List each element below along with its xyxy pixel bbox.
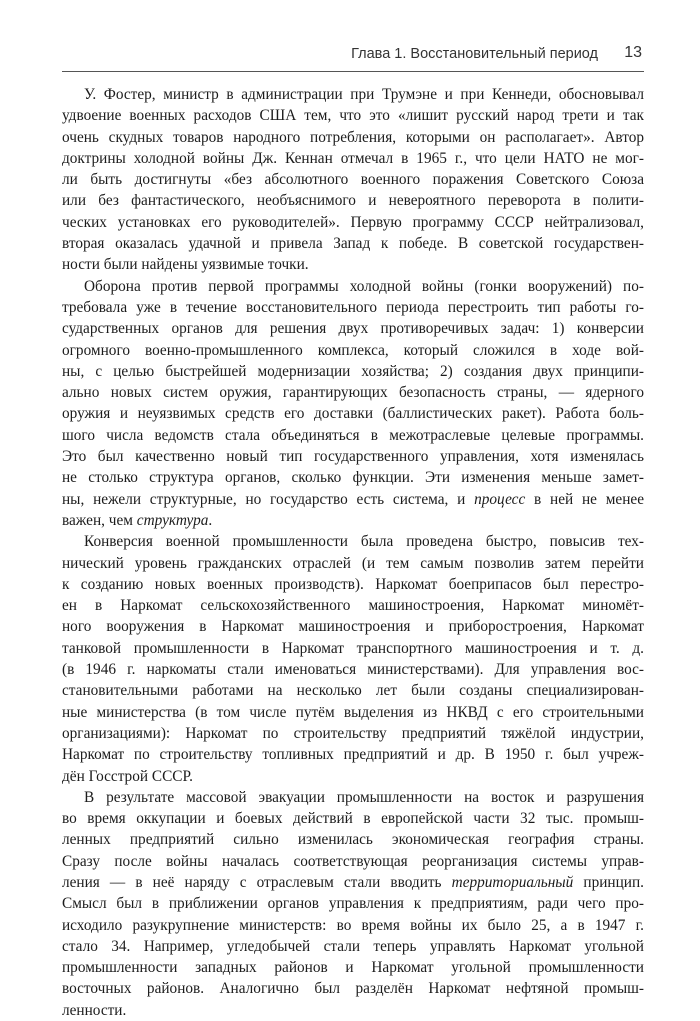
text-line: сударственных органов для решения двух противоречивых задач: 1) конверсии: [62, 320, 644, 338]
paragraph: [62, 531, 644, 787]
text-line: В результате массовой эвакуации промышленности на восток и разрушения: [84, 788, 644, 806]
text-line: огромного военно-промышленного комплекса, который сложился в ходе вой-: [62, 341, 644, 359]
page-number: 13: [624, 44, 642, 61]
text-line: стало 34. Например, угледобычей стали теперь управлять Наркомат угольной: [62, 937, 644, 955]
paragraph: [62, 787, 644, 1021]
text-line: нический уровень гражданских отраслей (и тем самым позволив затем перейти: [62, 554, 644, 572]
text-line: не столько структура органов, сколько функции. Эти изменения меньше замет-: [62, 469, 644, 487]
text-line: ления — в неё наряду с отраслевым стали вводить территориальный принцип.: [62, 873, 644, 891]
text-line: ленных предприятий сильно изменилась экономическая география страны.: [62, 831, 644, 849]
text-line: удвоение военных расходов США тем, что это «лишит русский народ трети и так: [62, 107, 644, 125]
text-line: во время оккупации и боевых действий в европейской части 32 тыс. промыш-: [62, 810, 644, 828]
paragraph: [62, 84, 644, 276]
text-line: ны, нежели структурные, но государство есть система, и процесс в ней не менее: [62, 490, 644, 508]
text-line: У. Фостер, министр в администрации при Трумэне и при Кеннеди, обосновывал: [84, 86, 644, 103]
text-line: ли быть достигнуты «без абсолютного военного поражения Советского Союза: [62, 171, 644, 189]
text-line: восточных районов. Аналогично был разделён Наркомат нефтяной промыш-: [62, 980, 644, 998]
text-line: шого числа ведомств стала объединяться в межотраслевые целевые программы.: [62, 426, 644, 444]
chapter-title: Глава 1. Восстановительный период: [351, 46, 598, 62]
text-line: промышленности западных районов и Наркомат угольной промышленности: [62, 959, 644, 977]
text-line: танковой промышленности в Наркомат транспортного машиностроения и т. д.: [62, 639, 644, 657]
text-line: ности были найдены уязвимые точки.: [62, 256, 309, 274]
text-line: ного вооружения в Наркомат машиностроения и приборостроения, Наркомат: [62, 618, 644, 636]
text-line: важен, чем структура.: [62, 511, 213, 529]
paragraph: [62, 276, 644, 532]
text-line: ально новых систем оружия, гарантирующих безопасность страны, — ядерного: [62, 384, 644, 402]
text-line: Сразу после войны началась соответствующая реорганизация системы управ-: [62, 852, 644, 870]
page-body: [62, 84, 644, 1021]
text-line: ные министерства (в том числе путём выделения из НКВД с его строительными: [62, 703, 644, 721]
text-line: Конверсия военной промышленности была проведена быстро, повысив тех-: [84, 533, 644, 551]
text-line: требовала уже в течение восстановительного периода перестроить тип работы го-: [62, 298, 644, 316]
text-line: исходило разукрупнение министерств: во время войны их было 25, а в 1947 г.: [62, 916, 644, 934]
text-line: Оборона против первой программы холодной войны (гонки вооружений) по-: [84, 277, 644, 295]
text-line: Наркомат по строительству топливных предприятий и др. В 1950 г. был учреж-: [62, 746, 644, 764]
emphasis: структура: [136, 511, 209, 529]
text-line: очень скудных товаров народного потребления, которыми он располагает». Автор: [62, 128, 644, 146]
text-line: организациями): Наркомат по строительству предприятий тяжёлой индустрии,: [62, 724, 644, 742]
text-line: ческих установках его руководителей». Первую программу СССР нейтрализовал,: [62, 213, 644, 231]
text-line: Смысл был в приближении органов управления к предприятиям, ради чего про-: [62, 895, 644, 913]
text-line: Это был качественно новый тип государственного управления, хотя изменялась: [62, 448, 644, 466]
text-line: доктрины холодной войны Дж. Кеннан отмечал в 1965 г., что цели НАТО не мог-: [62, 149, 644, 167]
text-line: становительными работами на несколько лет были созданы специализирован-: [62, 682, 644, 700]
text-line: ны, с целью быстрейшей модернизации хозяйства; 2) создания двух принципи-: [62, 362, 644, 380]
text-line: ленности.: [62, 1001, 127, 1019]
emphasis: процесс: [474, 490, 526, 508]
text-line: вторая оказалась удачной и привела Запад к победе. В советской государствен-: [62, 235, 644, 253]
text-line: или без фантастического, необъяснимого и невероятного переворота в полити-: [62, 192, 644, 210]
running-header: [62, 38, 644, 72]
header-rule: [62, 71, 644, 72]
text-line: к созданию новых военных производств). Наркомат боеприпасов был перестро-: [62, 575, 644, 593]
text-line: (в 1946 г. наркоматы стали именоваться министерствами). Для управления вос-: [62, 661, 644, 679]
text-line: ен в Наркомат сельскохозяйственного машиностроения, Наркомат миномёт-: [62, 597, 644, 615]
text-line: оружия и неуязвимых средств его доставки (баллистических ракет). Работа боль-: [62, 405, 644, 423]
emphasis: территориальный: [451, 873, 574, 891]
text-line: дён Госстрой СССР.: [62, 767, 193, 785]
